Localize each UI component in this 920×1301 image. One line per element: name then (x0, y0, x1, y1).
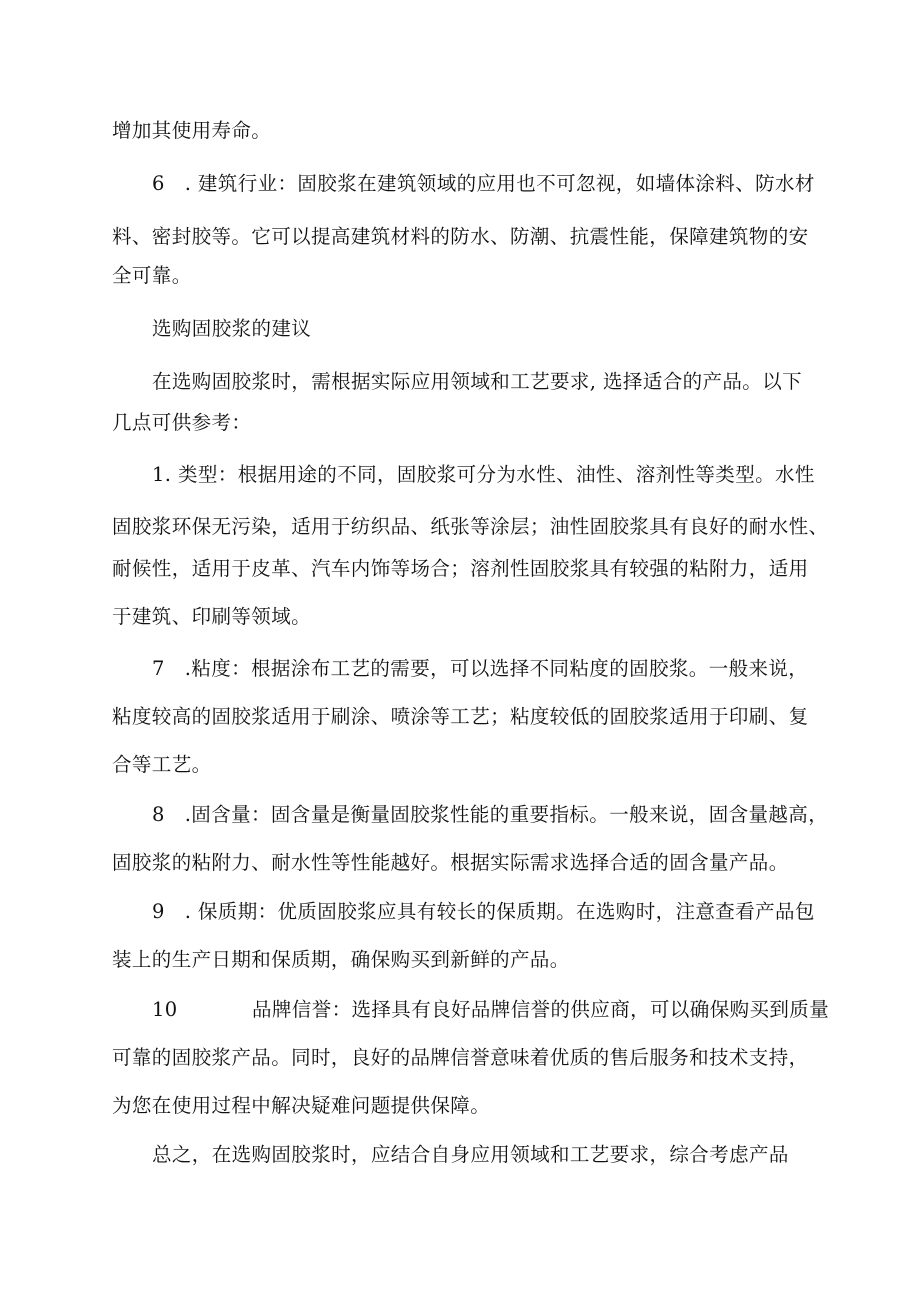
list-number: 10 (152, 998, 178, 1021)
text-line: 耐候性，适用于皮革、汽车内饰等场合；溶剂性固胶浆具有较强的粘附力，适用 (112, 557, 809, 580)
text-line: 全可靠。 (112, 264, 192, 287)
text-line: 9 . 保质期：优质固胶浆应具有较长的保质期。在选购时，注意查看产品包 (152, 900, 815, 923)
text-line: 6 . 建筑行业：固胶浆在建筑领域的应用也不可忽视，如墙体涂料、防水材 (152, 172, 815, 195)
text-line: 在选购固胶浆时，需根据实际应用领域和工艺要求, 选择适合的产品。以下 (152, 370, 802, 393)
text-line: 几点可供参考： (112, 411, 252, 434)
text-line: 固胶浆的粘附力、耐水性等性能越好。根据实际需求选择合适的固含量产品。 (112, 851, 789, 874)
text-line: 为您在使用过程中解决疑难问题提供保障。 (112, 1094, 491, 1117)
text-line: 8 .固含量：固含量是衡量固胶浆性能的重要指标。一般来说，固含量越高， (152, 803, 829, 826)
text-line: 粘度较高的固胶浆适用于刷涂、喷涂等工艺；粘度较低的固胶浆适用于印刷、复 (112, 705, 809, 728)
text-line: 可靠的固胶浆产品。同时，良好的品牌信誉意味着优质的售后服务和技术支持， (112, 1046, 809, 1069)
text-line: 品牌信誉：选择具有良好品牌信誉的供应商，可以确保购买到质量 (252, 998, 830, 1021)
text-line: 固胶浆环保无污染，适用于纺织品、纸张等涂层；油性固胶浆具有良好的耐水性、 (112, 515, 829, 538)
text-line: 1. 类型：根据用途的不同，固胶浆可分为水性、油性、溶剂性等类型。水性 (152, 463, 815, 486)
text-line: 于建筑、印刷等领域。 (112, 605, 312, 628)
text-line: 料、密封胶等。它可以提高建筑材料的防水、防潮、抗震性能，保障建筑物的安 (112, 225, 809, 248)
text-line: 合等工艺。 (112, 753, 212, 776)
text-line: 装上的生产日期和保质期，确保购买到新鲜的产品。 (112, 948, 570, 971)
section-heading: 选购固胶浆的建议 (152, 317, 312, 340)
text-line: 7 .粘度：根据涂布工艺的需要，可以选择不同粘度的固胶浆。一般来说， (152, 657, 809, 680)
text-line: 增加其使用寿命。 (112, 119, 272, 142)
text-line: 总之，在选购固胶浆时，应结合自身应用领域和工艺要求，综合考虑产品 (152, 1143, 789, 1166)
